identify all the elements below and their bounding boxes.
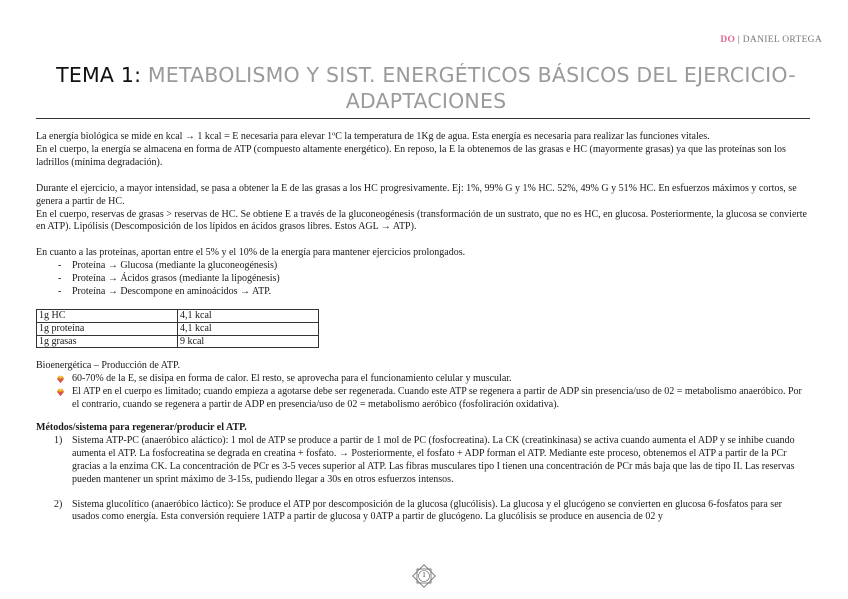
author-name: DANIEL ORTEGA [742,35,822,45]
list-item [54,434,810,487]
list-item: - Proteína → Descompone en aminoácidos → ATP. [58,286,810,299]
table-row [37,309,319,322]
paragraph-reserves: En el cuerpo, reservas de grasas > reservas de HC. Se obtiene E a través de la gluconeogénesis (transformación de un sustrato, que no es HC, en glucosa. Posteriormente, la glucosa se convierte en ATP). Lipólisis (Descomposición de los lípidos en ácidos grasos libres. Estos AGL → ATP). [36,208,807,233]
list-item [54,498,810,525]
page-number-badge [410,562,438,590]
author-initials: DO [720,35,736,45]
page-number: 1 [422,571,426,579]
list-item [56,373,810,386]
title-text: METABOLISMO Y SIST. ENERGÉTICOS BÁSICOS DEL EJERCICIO-ADAPTACIONES [147,63,796,113]
header-separator: | [737,35,741,45]
item-number: 2) [54,498,63,510]
methods-heading: Métodos/sistema para regenerar/producir el ATP. [36,421,247,433]
table-cell: 4,1 kcal [178,309,319,322]
table-cell: 1g grasas [37,335,178,348]
list-item [56,386,810,412]
paragraph-atp-storage: En el cuerpo, la energía se almacena en forma de ATP (compuesto altamente energético). En reposo, la E la obtenemos de las grasas e HC (mayormente grasas) ya que las proteínas son los ladrillos (mínima degradación). [36,143,786,168]
bullet-gem-icon [56,388,65,397]
protein-list [36,260,810,299]
item-text: Sistema glucolítico (anaeróbico láctico): Se produce el ATP por descomposición de la glucosa (glucólisis). La glucosa y el glucógeno se convierten en glucosa 6-fosfatos para ser usados como energía. Esta conversión requiere 1ATP a partir de glucosa y 0ATP a partir de glucógeno. La glucólisis se produce en ausencia de 02 y [72,498,782,523]
table-cell: 9 kcal [178,335,319,348]
kcal-table [36,309,319,348]
paragraph-proteins: En cuanto a las proteínas, aportan entre el 5% y el 10% de la energía para mantener ejercicios prolongados. [36,247,466,259]
list-item: - Proteína → Glucosa (mediante la gluconeogénesis) [58,260,810,273]
table-row [37,322,319,335]
bioenergetics-list [36,373,810,412]
table-row [37,335,319,348]
item-number: 1) [54,434,63,446]
list-item: - Proteína → Ácidos grasos (mediante la lipogénesis) [58,273,810,286]
bullet-text: El ATP en el cuerpo es limitado; cuando empieza a agotarse debe ser regenerada. Cuando este ATP se regenera a partir de ADP sin presencia/uso de 02 = metabolismo anaeróbico. Por el contrario, cuando se regenera a partir de ADP en presencia/uso de 02 = metabolismo aeróbico (fosfoliración oxidativa). [72,386,802,411]
document-title [40,62,812,114]
title-divider [36,118,810,119]
bioenergetics-heading: Bioenergética – Producción de ATP. [36,360,180,372]
title-prefix: TEMA 1: [56,63,142,87]
table-cell: 1g HC [37,309,178,322]
bullet-gem-icon [56,375,65,384]
table-cell: 4,1 kcal [178,322,319,335]
document-header [720,35,822,45]
methods-list [36,435,810,524]
paragraph-energy-definition: La energía biológica se mide en kcal → 1 kcal = E necesaria para elevar 1ºC la temperatura de 1Kg de agua. Esta energía es necesaria para realizar las funciones vitales. [36,131,710,142]
document-body [36,131,810,536]
paragraph-exercise-intensity: Durante el ejercicio, a mayor intensidad, se pasa a obtener la E de las grasas a los HC progresivamente. Ej: 1%, 99% G y 1% HC. 52%, 49% G y 51% HC. En esfuerzos máximos y cortos, se genera a partir de HC. [36,182,797,207]
table-cell: 1g proteína [37,322,178,335]
bullet-text: 60-70% de la E, se disipa en forma de calor. El resto, se aprovecha para el funcionamiento celular y muscular. [72,373,512,385]
item-text: Sistema ATP-PC (anaeróbico aláctico): 1 mol de ATP se produce a partir de 1 mol de PC (fosfocreatina). La CK (creatinkinasa) se activa cuando aumenta el ADP y se inhibe cuando aumenta el ATP. La fosfocreatina se degrada en creatina + fosfato. → Posteriormente, el fosfato + ADP forman el ATP. Mediante este proceso, obtenemos el ATP a partir de la PCr gracias a la enzima CK. La concentración de PCr es 3-5 veces superior al ATP. Las fibras musculares tipo I tienen una concentración de PCr más baja que las de tipo II. Las reservas pueden mantener un sprint máximo de 3-15s, pudiendo llegar a 30s en otros esfuerzos intensos. [72,434,795,485]
